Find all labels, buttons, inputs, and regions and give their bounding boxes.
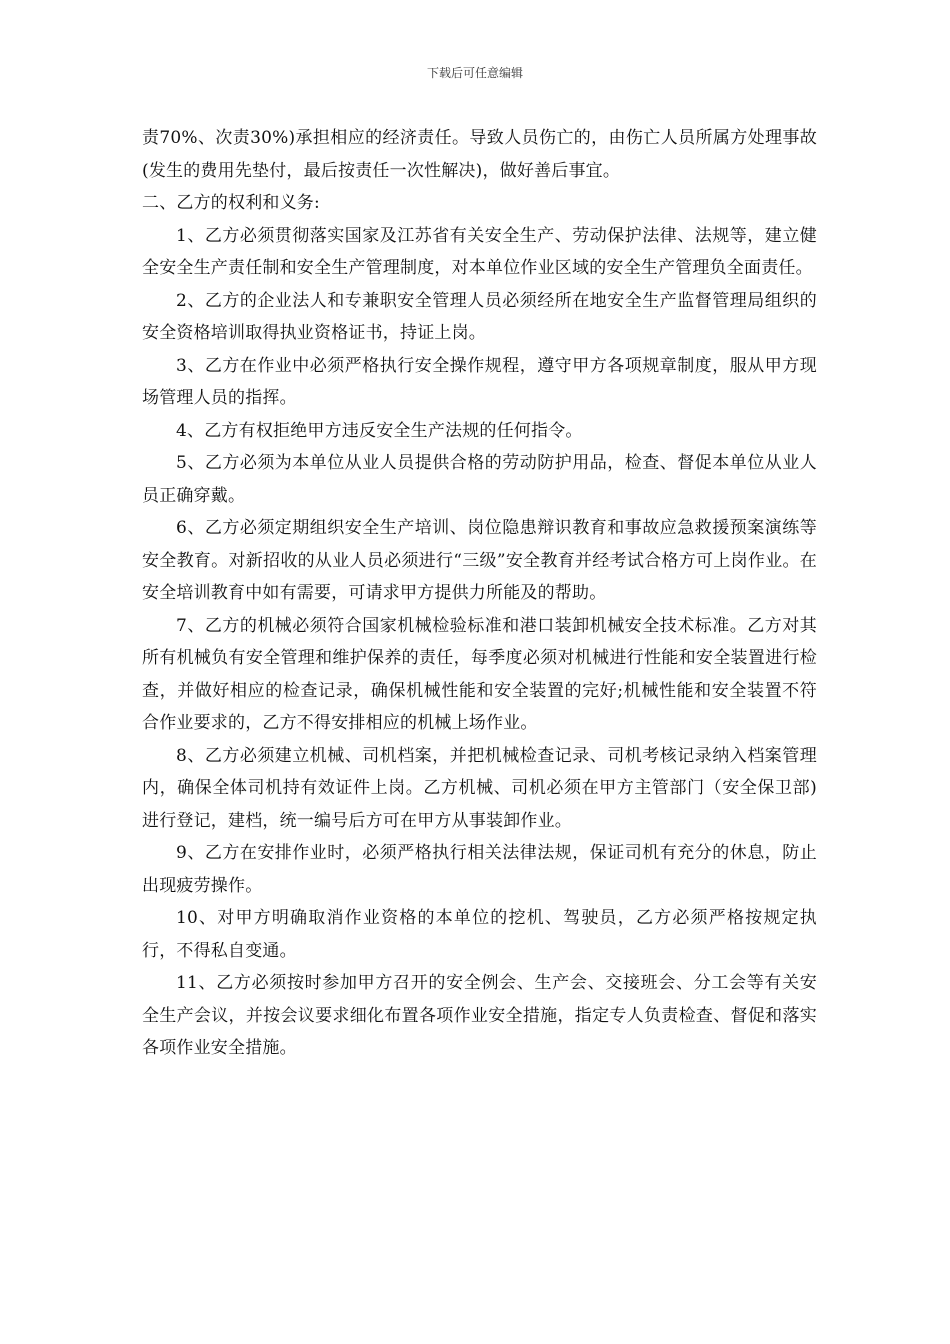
paragraph: 7、乙方的机械必须符合国家机械检验标准和港口装卸机械安全技术标准。乙方对其所有机械负有安全管理和维护保养的责任，每季度必须对机械进行性能和安全装置进行检查，并做好相应的检查记录，确保机械性能和安全装置的完好;机械性能和安全装置不符合作业要求的，乙方不得安排相应的机械上场作业。	[142, 615, 817, 733]
paragraph: 9、乙方在安排作业时，必须严格执行相关法律法规，保证司机有充分的休息，防止出现疲劳操作。	[142, 843, 817, 896]
paragraph: 8、乙方必须建立机械、司机档案，并把机械检查记录、司机考核记录纳入档案管理内，确保全体司机持有效证件上岗。乙方机械、司机必须在甲方主管部门（安全保卫部)进行登记，建档，统一编号后方可在甲方从事装卸作业。	[142, 745, 817, 831]
paragraph: 二、乙方的权利和义务:	[142, 193, 320, 213]
document-body	[142, 122, 817, 1065]
paragraph: 2、乙方的企业法人和专兼职安全管理人员必须经所在地安全生产监督管理局组织的安全资格培训取得执业资格证书，持证上岗。	[142, 290, 817, 343]
page-header: 下载后可任意编辑	[426, 66, 523, 80]
paragraph: 11、乙方必须按时参加甲方召开的安全例会、生产会、交接班会、分工会等有关安全生产会议，并按会议要求细化布置各项作业安全措施，指定专人负责检查、督促和落实各项作业安全措施。	[142, 973, 817, 1058]
paragraph: 4、乙方有权拒绝甲方违反安全生产法规的任何指令。	[176, 420, 583, 441]
paragraph: 1、乙方必须贯彻落实国家及江苏省有关安全生产、劳动保护法律、法规等，建立健全安全生产责任制和安全生产管理制度，对本单位作业区域的安全生产管理负全面责任。	[142, 225, 817, 278]
paragraph: 5、乙方必须为本单位从业人员提供合格的劳动防护用品，检查、督促本单位从业人员正确穿戴。	[142, 453, 817, 506]
paragraph: 责70%、次责30%)承担相应的经济责任。导致人员伤亡的，由伤亡人员所属方处理事故(发生的费用先垫付，最后按责任一次性解决)，做好善后事宜。	[142, 128, 817, 181]
paragraph: 10、对甲方明确取消作业资格的本单位的挖机、驾驶员，乙方必须严格按规定执行，不得私自变通。	[142, 908, 817, 961]
paragraph: 3、乙方在作业中必须严格执行安全操作规程，遵守甲方各项规章制度，服从甲方现场管理人员的指挥。	[142, 355, 817, 408]
paragraph: 6、乙方必须定期组织安全生产培训、岗位隐患辩识教育和事故应急救援预案演练等安全教育。对新招收的从业人员必须进行“三级”安全教育并经考试合格方可上岗作业。在安全培训教育中如有需要，可请求甲方提供力所能及的帮助。	[142, 518, 817, 603]
